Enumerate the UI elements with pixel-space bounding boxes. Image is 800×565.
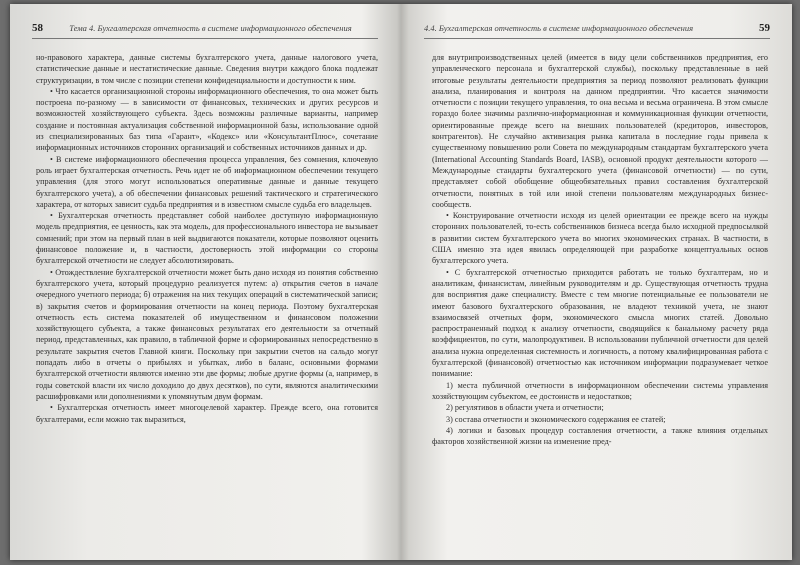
right-page: [402, 4, 792, 560]
left-page-number: 58: [32, 22, 43, 34]
book-spread: [10, 4, 792, 560]
paragraph: • Что касается организационной стороны информационного обеспечения, то она может быть построена по-разному — в зависимости от финансовых, технических и других ресурсов и возможностей хозяйствующего субъекта. Здесь возможны различные варианты, например создание и постоянная актуализация собственной информационной базы, использование одной из специализированных баз типа «Гарант», «Кодекс» или «КонсультантПлюс», сочетание информационных источников сторонних организаций и собственных источников данных и др.: [36, 86, 378, 153]
right-page-header: [424, 22, 770, 39]
paragraph: но-правового характера, данные системы бухгалтерского учета, данные налогового учета, статистические данные и нестатистические данные. Сведения внутри каждого блока подлежат структуризации, в том числе с позиции степени конфиденциальности и доступности к ним.: [36, 53, 378, 85]
left-running-header: Тема 4. Бухгалтерская отчетность в системе информационного обеспечения: [69, 23, 352, 33]
paragraph: • В системе информационного обеспечения процесса управления, без сомнения, ключевую роль играет бухгалтерская отчетность. Речь идет не об информационном обеспечении текущего управления (для этого могут использоваться оперативные данные и данные текущего бухгалтерского учета), а об обеспечении финансовых решений тактического и стратегического характера, от которых зависит судьба предприятия и в известном смысле судьба его владельцев.: [36, 154, 378, 209]
paragraph: для внутрипроизводственных целей (имеется в виду цели собственников предприятия, его управленческого персонала и бухгалтерской службы), поскольку представленные в ней итоговые результаты деятельности предприятия за период позволяют реализовать функции анализа, планирования и контроля на данном предприятии. Что касается значимости отчетности с позиции текущего управления, то она весьма и весьма ограничена. В этом смысле гораздо более значимы различно-информационная и коммуникационная функции отчетности, ориентированные прежде всего на внешних пользователей (кредиторов, инвесторов, контрагентов). Не случайно активизация рынка капитала в последние годы привела к существенному повышению роли Совета по международным стандартам бухгалтерского учета (International Accounting Standards Board, IASB), основной продукт деятельности которого — Международные стандарты бухгалтерского учета (финансовой отчетности) — по сути, представляет собой обобщение общеобязательных правил составления бухгалтерской отчетности, понятных в той или иной степени пользователям международных бизнес-сообществ.: [432, 53, 768, 209]
list-item: 2) регулятивов в области учета и отчетности;: [446, 403, 604, 413]
left-page-body: [36, 52, 378, 546]
list-item: 4) логики и базовых процедур составления отчетности, а также влияния отдельных факторов хозяйственной жизни на изменение пред-: [432, 425, 768, 447]
right-page-number: 59: [759, 22, 770, 34]
list-item: 1) места публичной отчетности в информационном обеспечении системы управления хозяйствующим субъектом, ее достоинств и недостатков;: [432, 380, 768, 401]
list-item: 3) состава отчетности и экономического содержания ее статей;: [446, 414, 666, 424]
left-page-header: [32, 22, 378, 39]
right-page-body: [432, 52, 768, 546]
paragraph: • Конструирование отчетности исходя из целей ориентации ее прежде всего на нужды сторонних пользователей, то-есть собственников бизнеса всегда было исходной предпосылкой в развитии систем бухгалтерского учета во многих экономических странах. В частности, в США именно эта идея явилась определяющей при разработке концептуальных основ бухгалтерского учета.: [432, 211, 768, 266]
paragraph: • Бухгалтерская отчетность представляет собой наиболее доступную информационную модель предприятия, ее ценность, как эта модель, для профессионального инвестора не вызывает сомнений; при этом на первый план в ней выдвигаются показатели, которые позволяют оценить финансовое положение и, в частности, достоверность этой информации со стороны бухгалтерской отчетности не следует абсолютизировать.: [36, 211, 378, 266]
paragraph: • Отождествление бухгалтерской отчетности может быть дано исходя из понятия собственно бухгалтерского учета, который процедурно реализуется путем: а) открытия счетов в начале очередного учетного периода; б) отражения на них текущих операций в систематической записи; в) закрытия счетов и формирования отчетности на конец периода. Поэтому бухгалтерская отчетность есть система показателей об имущественном и финансовом положении хозяйствующего субъекта, а также финансовых результатах его деятельности за отчетный период, представленных, как правило, в табличной форме и сформированных непосредственно в результате закрытия счетов Главной книги. Поскольку при закрытии счетов на сальдо могут попадать либо в отчеты о прибылях и убытках, либо в баланс, основными формами бухгалтерской отчетности являются именно эти две формы; любые другие формы (а, например, в годы советской власти их число доходило до двух десятков), по сути, являются аналитическими расшифровками или дополнениями к упомянутым двум формам.: [36, 267, 378, 401]
paragraph: • С бухгалтерской отчетностью приходится работать не только бухгалтерам, но и аналитикам, финансистам, линейным руководителям и др. Существующая отчетность трудна для восприятия даже специалисту. Вместе с тем многие потенциальные ее пользователи не имеют базового бухгалтерского образования, не владеют техникой учета, не знают взаимосвязей отчетных форм, экономического смысла многих статей. Довольно распространенный подход к анализу отчетности, сводящийся к банальному расчету ряда коэффициентов, по сути, малопродуктивен. В использовании публичной отчетности для целей анализа нужна определенная системность и логичность, а потому квалифицированная работа с бухгалтерской (финансовой) отчетностью как источником информации подразумевает четкое понимание:: [432, 267, 768, 379]
right-running-header: 4.4. Бухгалтерская отчетность в системе информационного обеспечения: [424, 23, 694, 33]
left-page: [10, 4, 400, 560]
paragraph: • Бухгалтерская отчетность имеет многоцелевой характер. Прежде всего, она готовится бухгалтерами, если можно так выразиться,: [36, 403, 378, 424]
